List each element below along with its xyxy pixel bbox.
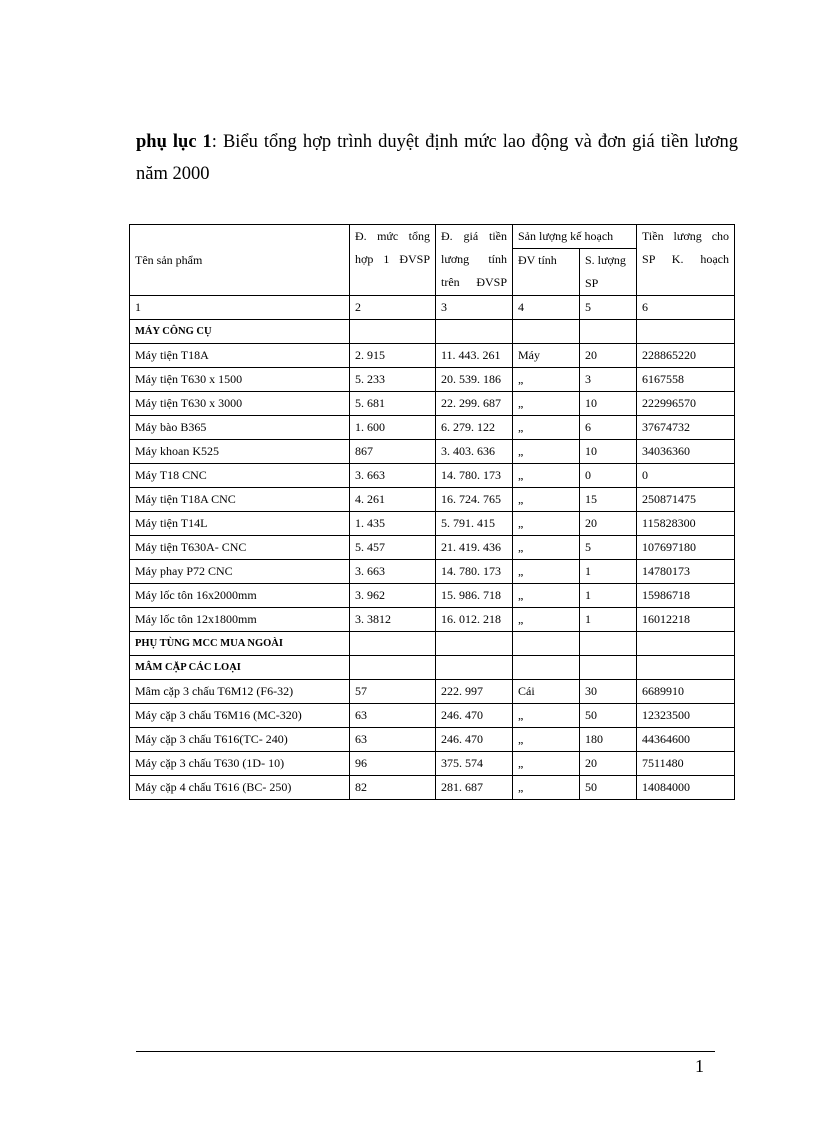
quantity-cell: 1	[580, 584, 637, 608]
product-name-cell: Máy tiện T630 x 3000	[130, 392, 350, 416]
table-row	[130, 584, 735, 608]
norm-cell: 63	[350, 728, 436, 752]
norm-cell: 5. 233	[350, 368, 436, 392]
table-row	[130, 776, 735, 800]
table-row	[130, 440, 735, 464]
empty-cell	[436, 656, 513, 680]
wage-cell: 12323500	[637, 704, 735, 728]
table-row	[130, 536, 735, 560]
wage-cell: 16012218	[637, 608, 735, 632]
wage-cell: 228865220	[637, 344, 735, 368]
wage-cell: 34036360	[637, 440, 735, 464]
quantity-cell: 10	[580, 440, 637, 464]
empty-cell	[580, 632, 637, 656]
product-name-cell: Máy tiện T630A- CNC	[130, 536, 350, 560]
norm-cell: 5. 457	[350, 536, 436, 560]
unit-cell: „	[513, 416, 580, 440]
wage-cell: 0	[637, 464, 735, 488]
product-name-cell: Máy tiện T14L	[130, 512, 350, 536]
unit-cell: „	[513, 560, 580, 584]
wage-cell: 107697180	[637, 536, 735, 560]
table-row	[130, 608, 735, 632]
norm-cell: 3. 962	[350, 584, 436, 608]
column-number: 3	[436, 296, 513, 320]
norm-cell: 1. 600	[350, 416, 436, 440]
wage-cell: 37674732	[637, 416, 735, 440]
wage-table	[129, 224, 735, 800]
heading-lead: phụ lục 1	[136, 132, 212, 152]
column-number: 6	[637, 296, 735, 320]
product-name-cell: Máy cặp 4 chấu T616 (BC- 250)	[130, 776, 350, 800]
column-number: 4	[513, 296, 580, 320]
quantity-cell: 30	[580, 680, 637, 704]
quantity-cell: 0	[580, 464, 637, 488]
unit-price-cell: 16. 724. 765	[436, 488, 513, 512]
unit-cell: „	[513, 512, 580, 536]
footer-rule	[136, 1051, 715, 1052]
product-name-cell: Máy khoan K525	[130, 440, 350, 464]
section-purchased-parts: PHỤ TÙNG MCC MUA NGOÀI	[130, 632, 350, 656]
unit-cell: „	[513, 608, 580, 632]
column-number: 2	[350, 296, 436, 320]
product-name-cell: Máy phay P72 CNC	[130, 560, 350, 584]
norm-cell: 867	[350, 440, 436, 464]
quantity-cell: 6	[580, 416, 637, 440]
unit-cell: „	[513, 536, 580, 560]
column-number: 1	[130, 296, 350, 320]
product-name-cell: Máy tiện T18A	[130, 344, 350, 368]
norm-cell: 5. 681	[350, 392, 436, 416]
unit-cell: „	[513, 392, 580, 416]
unit-price-cell: 222. 997	[436, 680, 513, 704]
wage-cell: 7511480	[637, 752, 735, 776]
unit-price-cell: 246. 470	[436, 704, 513, 728]
unit-cell: „	[513, 464, 580, 488]
empty-cell	[637, 320, 735, 344]
quantity-cell: 3	[580, 368, 637, 392]
table-row	[130, 512, 735, 536]
empty-cell	[513, 656, 580, 680]
wage-cell: 44364600	[637, 728, 735, 752]
quantity-cell: 50	[580, 704, 637, 728]
empty-cell	[513, 320, 580, 344]
header-planned-wage: Tiền lương cho SP K. hoạch	[637, 225, 735, 296]
empty-cell	[580, 320, 637, 344]
header-norm: Đ. mức tổng hợp 1 ĐVSP	[350, 225, 436, 296]
norm-cell: 3. 663	[350, 560, 436, 584]
unit-cell: „	[513, 704, 580, 728]
product-name-cell: Máy tiện T18A CNC	[130, 488, 350, 512]
unit-price-cell: 16. 012. 218	[436, 608, 513, 632]
page-number: 1	[695, 1056, 704, 1076]
quantity-cell: 20	[580, 752, 637, 776]
unit-price-cell: 22. 299. 687	[436, 392, 513, 416]
table-row	[130, 368, 735, 392]
norm-cell: 4. 261	[350, 488, 436, 512]
table-row	[130, 704, 735, 728]
wage-cell: 6689910	[637, 680, 735, 704]
section-chucks: MÂM CẶP CÁC LOẠI	[130, 656, 350, 680]
unit-cell: „	[513, 440, 580, 464]
unit-price-cell: 6. 279. 122	[436, 416, 513, 440]
empty-cell	[350, 320, 436, 344]
unit-cell: „	[513, 728, 580, 752]
wage-cell: 222996570	[637, 392, 735, 416]
unit-cell: „	[513, 488, 580, 512]
product-name-cell: Máy T18 CNC	[130, 464, 350, 488]
empty-cell	[350, 632, 436, 656]
quantity-cell: 180	[580, 728, 637, 752]
empty-cell	[637, 632, 735, 656]
unit-cell: „	[513, 584, 580, 608]
header-row	[130, 225, 735, 249]
norm-cell: 63	[350, 704, 436, 728]
quantity-cell: 1	[580, 608, 637, 632]
section-row	[130, 632, 735, 656]
product-name-cell: Máy lốc tôn 16x2000mm	[130, 584, 350, 608]
table-row	[130, 392, 735, 416]
norm-cell: 2. 915	[350, 344, 436, 368]
quantity-cell: 5	[580, 536, 637, 560]
table-row	[130, 728, 735, 752]
section-machine-tools: MÁY CÔNG CỤ	[130, 320, 350, 344]
column-number: 5	[580, 296, 637, 320]
unit-price-cell: 11. 443. 261	[436, 344, 513, 368]
table-row	[130, 464, 735, 488]
norm-cell: 96	[350, 752, 436, 776]
wage-cell: 250871475	[637, 488, 735, 512]
empty-cell	[350, 656, 436, 680]
header-planned-output: Sản lượng kế hoạch	[513, 225, 637, 249]
table-row	[130, 416, 735, 440]
quantity-cell: 15	[580, 488, 637, 512]
unit-price-cell: 3. 403. 636	[436, 440, 513, 464]
norm-cell: 57	[350, 680, 436, 704]
unit-price-cell: 375. 574	[436, 752, 513, 776]
empty-cell	[637, 656, 735, 680]
quantity-cell: 1	[580, 560, 637, 584]
heading-text: : Biểu tổng hợp trình duyệt định mức lao động và đơn giá tiền lương năm 2000	[136, 132, 738, 184]
wage-cell: 14084000	[637, 776, 735, 800]
document-heading	[136, 126, 738, 190]
norm-cell: 3. 663	[350, 464, 436, 488]
norm-cell: 1. 435	[350, 512, 436, 536]
product-name-cell: Máy lốc tôn 12x1800mm	[130, 608, 350, 632]
wage-cell: 6167558	[637, 368, 735, 392]
unit-cell: „	[513, 368, 580, 392]
header-product-name: Tên sản phẩm	[130, 225, 350, 296]
header-unit: ĐV tính	[513, 249, 580, 296]
unit-price-cell: 21. 419. 436	[436, 536, 513, 560]
header-quantity: S. lượng SP	[580, 249, 637, 296]
unit-price-cell: 246. 470	[436, 728, 513, 752]
wage-cell: 14780173	[637, 560, 735, 584]
unit-cell: Máy	[513, 344, 580, 368]
unit-price-cell: 14. 780. 173	[436, 560, 513, 584]
empty-cell	[436, 320, 513, 344]
norm-cell: 82	[350, 776, 436, 800]
quantity-cell: 10	[580, 392, 637, 416]
product-name-cell: Mâm cặp 3 chấu T6M12 (F6-32)	[130, 680, 350, 704]
product-name-cell: Máy cặp 3 chấu T616(TC- 240)	[130, 728, 350, 752]
product-name-cell: Máy bào B365	[130, 416, 350, 440]
unit-price-cell: 15. 986. 718	[436, 584, 513, 608]
product-name-cell: Máy tiện T630 x 1500	[130, 368, 350, 392]
unit-price-cell: 5. 791. 415	[436, 512, 513, 536]
table-row	[130, 344, 735, 368]
unit-price-cell: 281. 687	[436, 776, 513, 800]
section-row	[130, 320, 735, 344]
empty-cell	[436, 632, 513, 656]
table-row	[130, 752, 735, 776]
empty-cell	[580, 656, 637, 680]
table-row	[130, 488, 735, 512]
product-name-cell: Máy cặp 3 chấu T6M16 (MC-320)	[130, 704, 350, 728]
quantity-cell: 20	[580, 512, 637, 536]
column-number-row	[130, 296, 735, 320]
product-name-cell: Máy cặp 3 chấu T630 (1D- 10)	[130, 752, 350, 776]
wage-cell: 15986718	[637, 584, 735, 608]
quantity-cell: 20	[580, 344, 637, 368]
wage-cell: 115828300	[637, 512, 735, 536]
header-unit-price: Đ. giá tiền lương tính trên ĐVSP	[436, 225, 513, 296]
unit-cell: „	[513, 752, 580, 776]
table-row	[130, 560, 735, 584]
norm-cell: 3. 3812	[350, 608, 436, 632]
empty-cell	[513, 632, 580, 656]
unit-price-cell: 20. 539. 186	[436, 368, 513, 392]
unit-price-cell: 14. 780. 173	[436, 464, 513, 488]
unit-cell: Cái	[513, 680, 580, 704]
section-row	[130, 656, 735, 680]
quantity-cell: 50	[580, 776, 637, 800]
unit-cell: „	[513, 776, 580, 800]
table-row	[130, 680, 735, 704]
